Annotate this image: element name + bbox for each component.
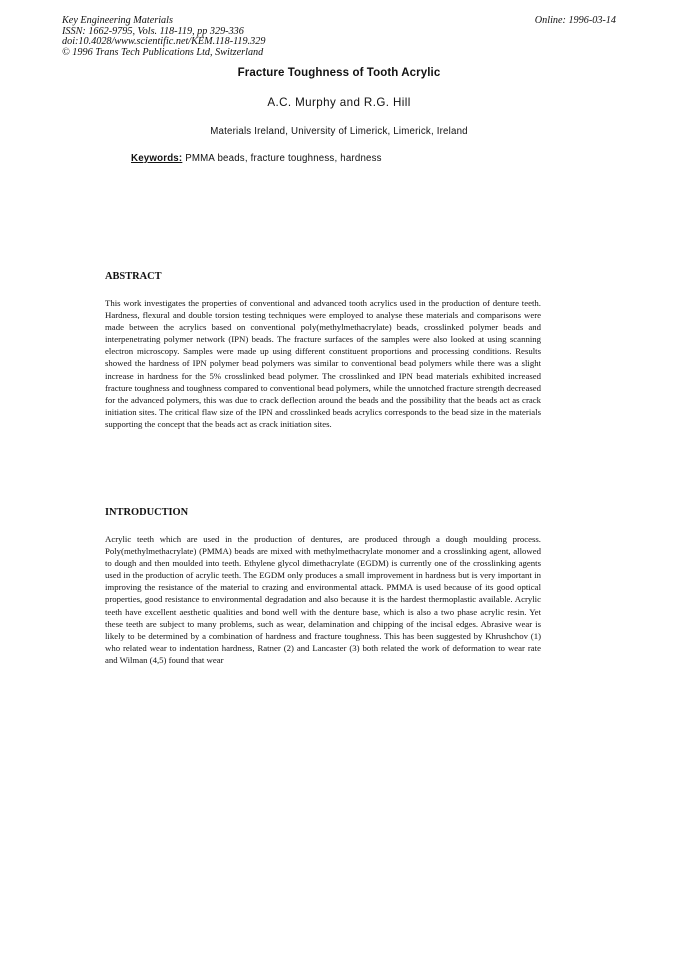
abstract-heading: ABSTRACT — [105, 271, 162, 282]
keywords-list: PMMA beads, fracture toughness, hardness — [185, 153, 382, 164]
introduction-heading: INTRODUCTION — [105, 507, 189, 518]
journal-header — [62, 16, 265, 58]
issn-line: ISSN: 1662-9795, Vols. 118-119, pp 329-336 — [62, 25, 244, 37]
doi-line[interactable]: doi:10.4028/www.scientific.net/KEM.118-119.329 — [62, 36, 266, 48]
copyright-line: © 1996 Trans Tech Publications Ltd, Switzerland — [62, 46, 264, 58]
introduction-body: Acrylic teeth which are used in the production of dentures, are produced through a dough moulding process. Poly(methylmethacrylate) (PMMA) beads are mixed with methylmethacrylate monomer and a crosslinking agent, allowed to dough and then moulded into teeth. Ethylene glycol dimethacrylate (EGDM) is currently one of the crosslinking agents used in the production of acrylic teeth. The EGDM only produces a small improvement in hardness but is very important in improving the resistance of the material to crazing and environmental attack. PMMA is used because of its good optical properties, good resistance to environmental degradation and also because it is the hardest thermoplastic available. Acrylic teeth have excellent aesthetic qualities and bond well with the denture base, which is also a two phase acrylic resin. Yet these teeth are subject to many problems, such as wear, delamination and chipping of the incisal edges. Abrasive wear is likely to be determined by a combination of hardness and fracture toughness. This has been suggested by Khrushchov (1) who related wear to indentation hardness, Ratner (2) and Lancaster (3) both related the work of deformation to wear rate and Wilman (4,5) found that wear — [105, 534, 541, 665]
paper-affiliation: Materials Ireland, University of Limerick, Limerick, Ireland — [210, 126, 468, 137]
paper-title: Fracture Toughness of Tooth Acrylic — [237, 67, 441, 79]
keywords-label: Keywords: — [131, 153, 183, 164]
journal-name: Key Engineering Materials — [62, 15, 173, 26]
paper-authors: A.C. Murphy and R.G. Hill — [267, 96, 411, 109]
abstract-body: This work investigates the properties of conventional and advanced tooth acrylics used in the production of denture teeth. Hardness, flexural and double torsion testing techniques were employed to analyse these materials and comparisons were made between the acrylics based on conventional poly(methylmethacrylate) beads, crosslinked polymer beads and interpenetrating polymer network (IPN) beads. The fracture surfaces of the samples were also looked at using scanning electron microscopy. Samples were made up using different constituent proportions and processing conditions. Results showed the hardness of IPN polymer bead polymers was similar to conventional bead polymers while there was a slight increase in hardness for the 5% crosslinked bead polymer. The crosslinked and IPN bead materials exhibited increased fracture toughness and toughness compared to conventional bead polymers, while the unnotched fracture strength decreased for the advanced polymers, this was due to crack deflection around the beads and the possibility that the beads act as crack initiation sites. The critical flaw size of the IPN and crosslinked beads acrylics corresponds to the bead size in the materials supporting the concept that the beads act as crack initiation sites. — [105, 298, 541, 429]
keywords-line — [131, 153, 382, 164]
online-date: Online: 1996-03-14 — [534, 15, 616, 26]
